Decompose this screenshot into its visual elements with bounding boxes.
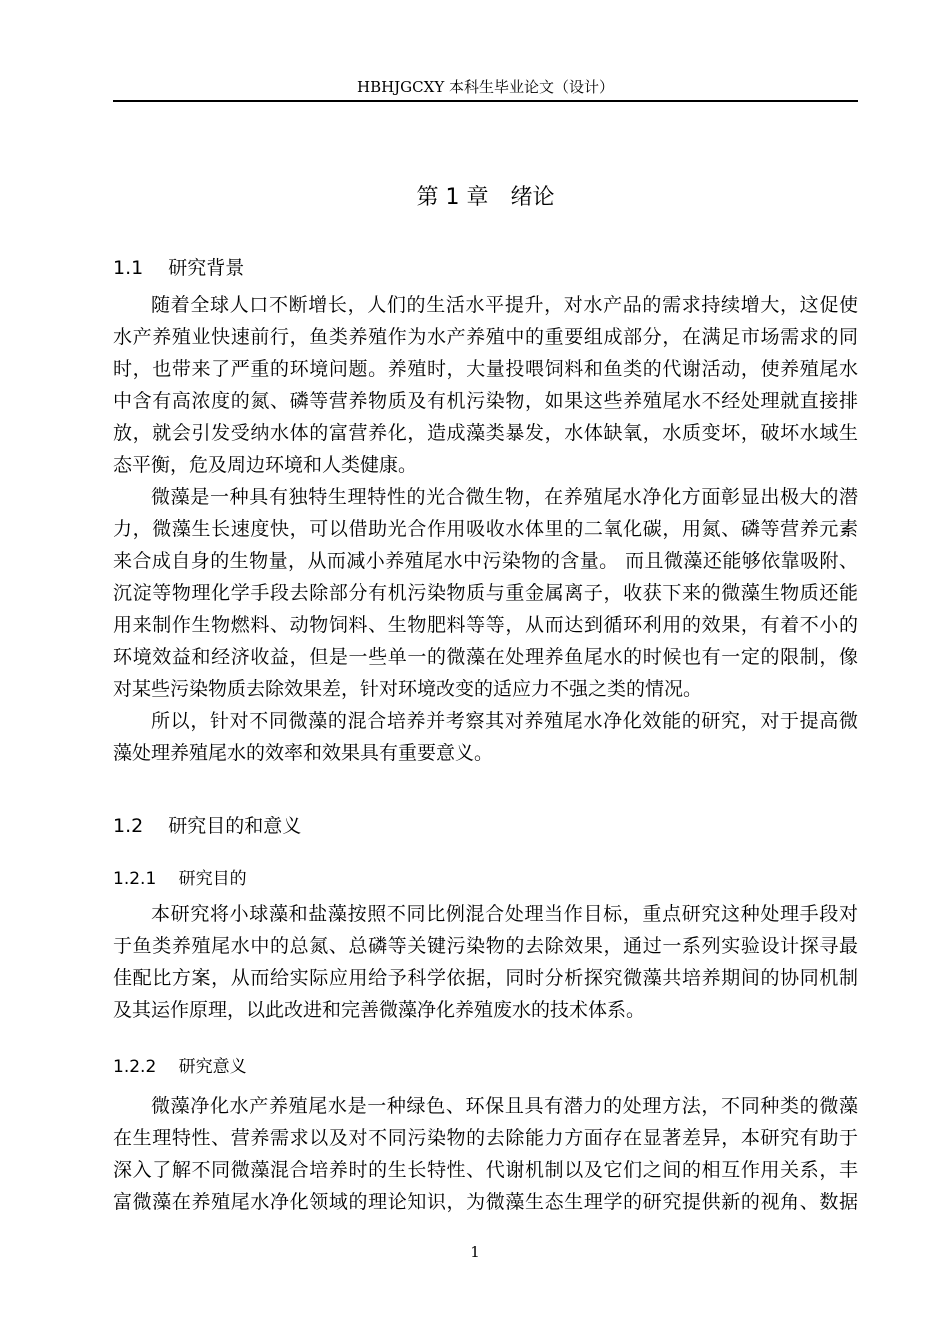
text-line: 水产养殖业快速前行，鱼类养殖作为水产养殖中的重要组成部分，在满足市场需求的同 [113,326,858,348]
text-line: 力，微藻生长速度快，可以借助光合作用吸收水体里的二氧化碳，用氮、磷等营养元素 [113,518,858,540]
paragraph [113,481,858,705]
text-line: 所以，针对不同微藻的混合培养并考察其对养殖尾水净化效能的研究，对于提高微 [151,710,858,732]
text-line: 对某些污染物质去除效果差，针对环境改变的适应力不强之类的情况。 [113,678,703,700]
text-line: 来合成自身的生物量，从而减小养殖尾水中污染物的含量。 而且微藻还能够依靠吸附、 [113,550,858,572]
text-line: 藻处理养殖尾水的效率和效果具有重要意义。 [113,742,494,764]
paragraph [113,898,858,1026]
text-line: 于鱼类养殖尾水中的总氮、总磷等关键污染物的去除效果，通过一系列实验设计探寻最 [113,935,858,957]
paragraph [113,705,858,769]
text-line: 富微藻在养殖尾水净化领域的理论知识，为微藻生态生理学的研究提供新的视角、数据 [113,1191,858,1213]
text-line: 环境效益和经济收益，但是一些单一的微藻在处理养鱼尾水的时候也有一定的限制，像 [113,646,858,668]
text-line: 态平衡，危及周边环境和人类健康。 [113,454,418,476]
page-number: 1 [470,1243,480,1261]
section-heading-1-2: 1.2 研究目的和意义 [113,815,302,837]
text-line: 微藻净化水产养殖尾水是一种绿色、环保且具有潜力的处理方法，不同种类的微藻 [151,1095,858,1117]
text-line: 及其运作原理，以此改进和完善微藻净化养殖废水的技术体系。 [113,999,646,1021]
text-line: 随着全球人口不断增长，人们的生活水平提升，对水产品的需求持续增大，这促使 [151,294,858,316]
text-line: 时，也带来了严重的环境问题。养殖时，大量投喂饲料和鱼类的代谢活动，使养殖尾水 [113,358,858,380]
text-line: 微藻是一种具有独特生理特性的光合微生物，在养殖尾水净化方面彰显出极大的潜 [151,486,858,508]
section-heading-1-2-2: 1.2.2 研究意义 [113,1057,247,1077]
text-line: 深入了解不同微藻混合培养时的生长特性、代谢机制以及它们之间的相互作用关系，丰 [113,1159,858,1181]
text-line: 在生理特性、营养需求以及对不同污染物的去除能力方面存在显著差异，本研究有助于 [113,1127,858,1149]
text-line: 佳配比方案，从而给实际应用给予科学依据，同时分析探究微藻共培养期间的协同机制 [113,967,858,989]
text-line: 本研究将小球藻和盐藻按照不同比例混合处理当作目标，重点研究这种处理手段对 [151,903,858,925]
section-heading-1-1: 1.1 研究背景 [113,257,245,279]
section-heading-1-2-1: 1.2.1 研究目的 [113,869,247,889]
text-line: 用来制作生物燃料、动物饲料、生物肥料等等，从而达到循环利用的效果，有着不小的 [113,614,858,636]
text-line: 中含有高浓度的氮、磷等营养物质及有机污染物，如果这些养殖尾水不经处理就直接排 [113,390,858,412]
paragraph [113,1090,858,1218]
header-rule [113,100,858,102]
paragraph [113,289,858,481]
text-line: 放，就会引发受纳水体的富营养化，造成藻类暴发，水体缺氧，水质变坏，破坏水域生 [113,422,858,444]
text-line: 沉淀等物理化学手段去除部分有机污染物质与重金属离子，收获下来的微藻生物质还能 [113,582,858,604]
running-header: HBHJGCXY 本科生毕业论文（设计） [356,78,614,96]
chapter-title: 第 1 章 绪论 [416,185,555,210]
